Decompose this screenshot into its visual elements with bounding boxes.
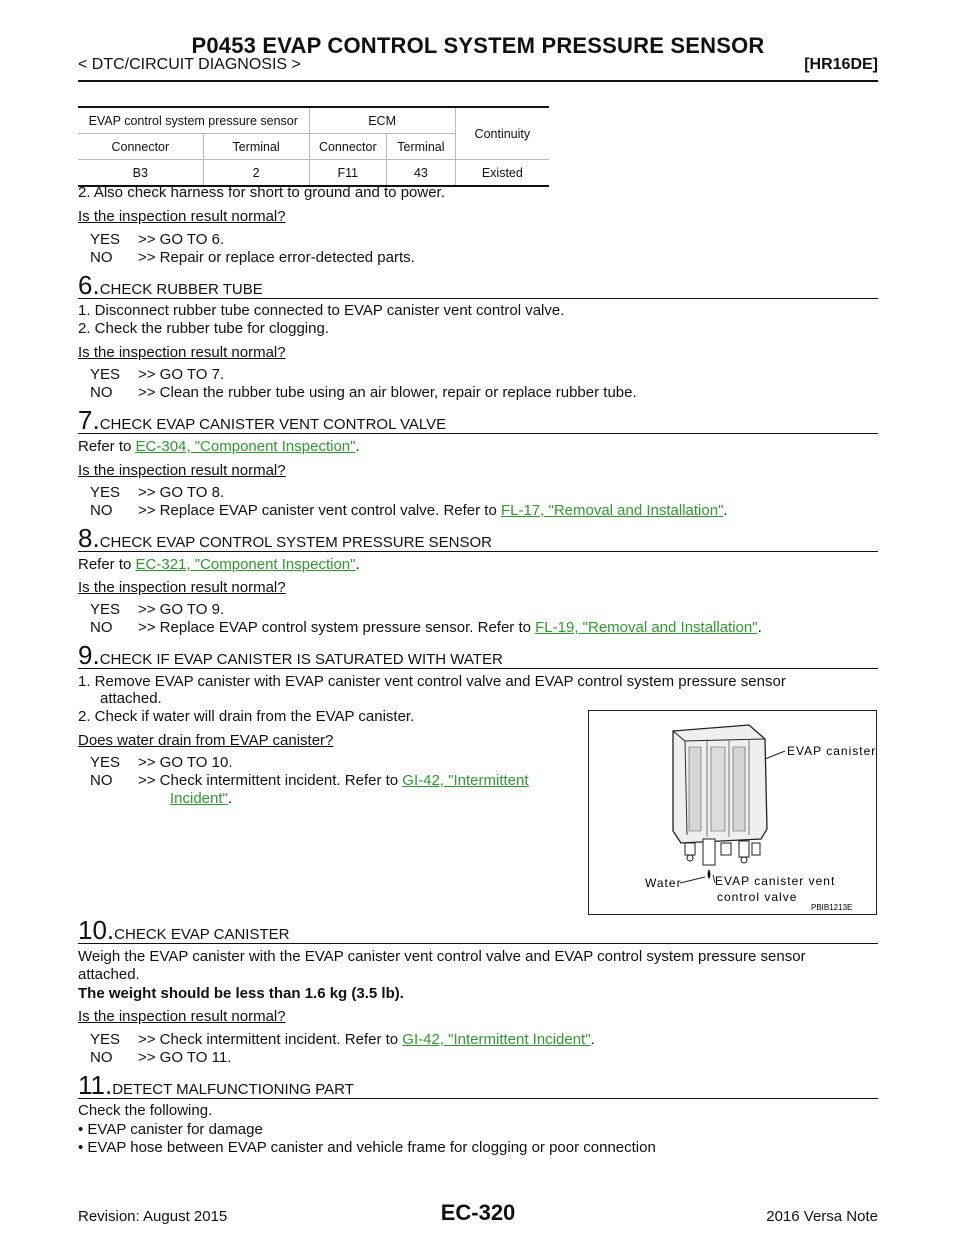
page-title: P0453 EVAP CONTROL SYSTEM PRESSURE SENSOR — [191, 33, 765, 58]
step7-question: Is the inspection result normal? — [78, 462, 286, 479]
step7-yes: YES >> GO TO 8. — [90, 484, 225, 501]
step9-question: Does water drain from EVAP canister? — [78, 732, 334, 749]
step8-heading: 8.CHECK EVAP CONTROL SYSTEM PRESSURE SENSOR — [78, 525, 878, 552]
link-ec-321[interactable]: EC-321, "Component Inspection" — [135, 556, 356, 573]
step10-text-cont: attached. — [78, 966, 140, 983]
table-cell: 43 — [387, 160, 456, 187]
step7-no: NO >> Replace EVAP canister vent control valve. Refer to FL-17, "Removal and Installation". — [90, 502, 728, 519]
step11-heading: 11.DETECT MALFUNCTIONING PART — [78, 1072, 878, 1099]
table-cell: B3 — [78, 160, 203, 187]
step9-item2: 2. Check if water will drain from the EVAP canister. — [78, 708, 415, 725]
link-gi-42-cont[interactable]: Incident" — [170, 790, 228, 807]
step6-no: NO >> Clean the rubber tube using an air blower, repair or replace rubber tube. — [90, 384, 637, 401]
footer-page-number: EC-320 — [440, 1200, 516, 1225]
link-ec-304[interactable]: EC-304, "Component Inspection" — [135, 438, 356, 455]
breadcrumb: < DTC/CIRCUIT DIAGNOSIS > — [78, 56, 301, 73]
step10-heading: 10.CHECK EVAP CANISTER — [78, 917, 878, 944]
table-subheader: Connector — [78, 134, 203, 160]
link-gi-42-intermittent[interactable]: GI-42, "Intermittent Incident" — [402, 1031, 591, 1048]
step9-no-cont: Incident". — [170, 790, 233, 807]
table-header-continuity: Continuity — [455, 107, 549, 160]
figure-code: PBIB1213E — [811, 903, 853, 912]
step10-no: NO >> GO TO 11. — [90, 1049, 232, 1066]
step8-refer: Refer to EC-321, "Component Inspection". — [78, 556, 360, 573]
label-water: Water — [645, 876, 682, 890]
step6-question: Is the inspection result normal? — [78, 344, 286, 361]
step9-no: NO >> Check intermittent incident. Refer to GI-42, "Intermittent — [90, 772, 529, 789]
step7-refer: Refer to EC-304, "Component Inspection". — [78, 438, 360, 455]
footer-vehicle: 2016 Versa Note — [766, 1208, 878, 1225]
table-subheader: Terminal — [387, 134, 456, 160]
step11-bullet-1: • EVAP canister for damage — [78, 1121, 263, 1138]
step9-item1-cont: attached. — [100, 690, 162, 707]
table-cell: F11 — [309, 160, 387, 187]
step9-yes: YES >> GO TO 10. — [90, 754, 233, 771]
footer-revision: Revision: August 2015 — [78, 1208, 228, 1225]
step7-heading: 7.CHECK EVAP CANISTER VENT CONTROL VALVE — [78, 407, 878, 434]
step6-item2: 2. Check the rubber tube for clogging. — [78, 320, 329, 337]
table-group-ecm: ECM — [309, 107, 455, 134]
step6-item1: 1. Disconnect rubber tube connected to EVAP canister vent control valve. — [78, 302, 565, 319]
link-gi-42[interactable]: GI-42, "Intermittent — [402, 772, 529, 789]
step6-yes: YES >> GO TO 7. — [90, 366, 225, 383]
table-cell: Existed — [455, 160, 549, 187]
step6-heading: 6.CHECK RUBBER TUBE — [78, 272, 878, 299]
step10-yes: YES >> Check intermittent incident. Refer to GI-42, "Intermittent Incident". — [90, 1031, 595, 1048]
step10-spec: The weight should be less than 1.6 kg (3.5 lb). — [78, 985, 404, 1002]
table-cell: 2 — [203, 160, 309, 187]
evap-canister-illustration — [589, 711, 876, 914]
engine-model: [HR16DE] — [804, 56, 878, 73]
table-subheader: Terminal — [203, 134, 309, 160]
step8-question: Is the inspection result normal? — [78, 579, 286, 596]
evap-canister-figure — [588, 710, 877, 915]
header-rule — [78, 80, 878, 82]
table-subheader: Connector — [309, 134, 387, 160]
link-fl-19[interactable]: FL-19, "Removal and Installation" — [535, 619, 758, 636]
label-evap-canister: EVAP canister — [787, 744, 876, 758]
step8-no: NO >> Replace EVAP control system pressure sensor. Refer to FL-19, "Removal and Installation". — [90, 619, 762, 636]
label-vent-valve-2: control valve — [717, 890, 798, 904]
step8-yes: YES >> GO TO 9. — [90, 601, 225, 618]
step10-text: Weigh the EVAP canister with the EVAP canister vent control valve and EVAP control system pressure sensor — [78, 948, 806, 965]
continuity-table — [78, 106, 549, 187]
step11-bullet-2: • EVAP hose between EVAP canister and vehicle frame for clogging or poor connection — [78, 1139, 656, 1156]
step5-question: Is the inspection result normal? — [78, 208, 286, 225]
label-vent-valve: EVAP canister vent — [715, 874, 836, 888]
step10-question: Is the inspection result normal? — [78, 1008, 286, 1025]
link-fl-17[interactable]: FL-17, "Removal and Installation" — [500, 502, 724, 519]
step11-intro: Check the following. — [78, 1102, 213, 1119]
step9-heading: 9.CHECK IF EVAP CANISTER IS SATURATED WITH WATER — [78, 642, 878, 669]
step5-item2: 2. Also check harness for short to ground and to power. — [78, 184, 445, 201]
step5-yes: YES >> GO TO 6. — [90, 231, 225, 248]
step9-item1: 1. Remove EVAP canister with EVAP canister vent control valve and EVAP control system pressure sensor — [78, 673, 786, 690]
step5-no: NO >> Repair or replace error-detected parts. — [90, 249, 415, 266]
table-group-sensor: EVAP control system pressure sensor — [78, 107, 309, 134]
